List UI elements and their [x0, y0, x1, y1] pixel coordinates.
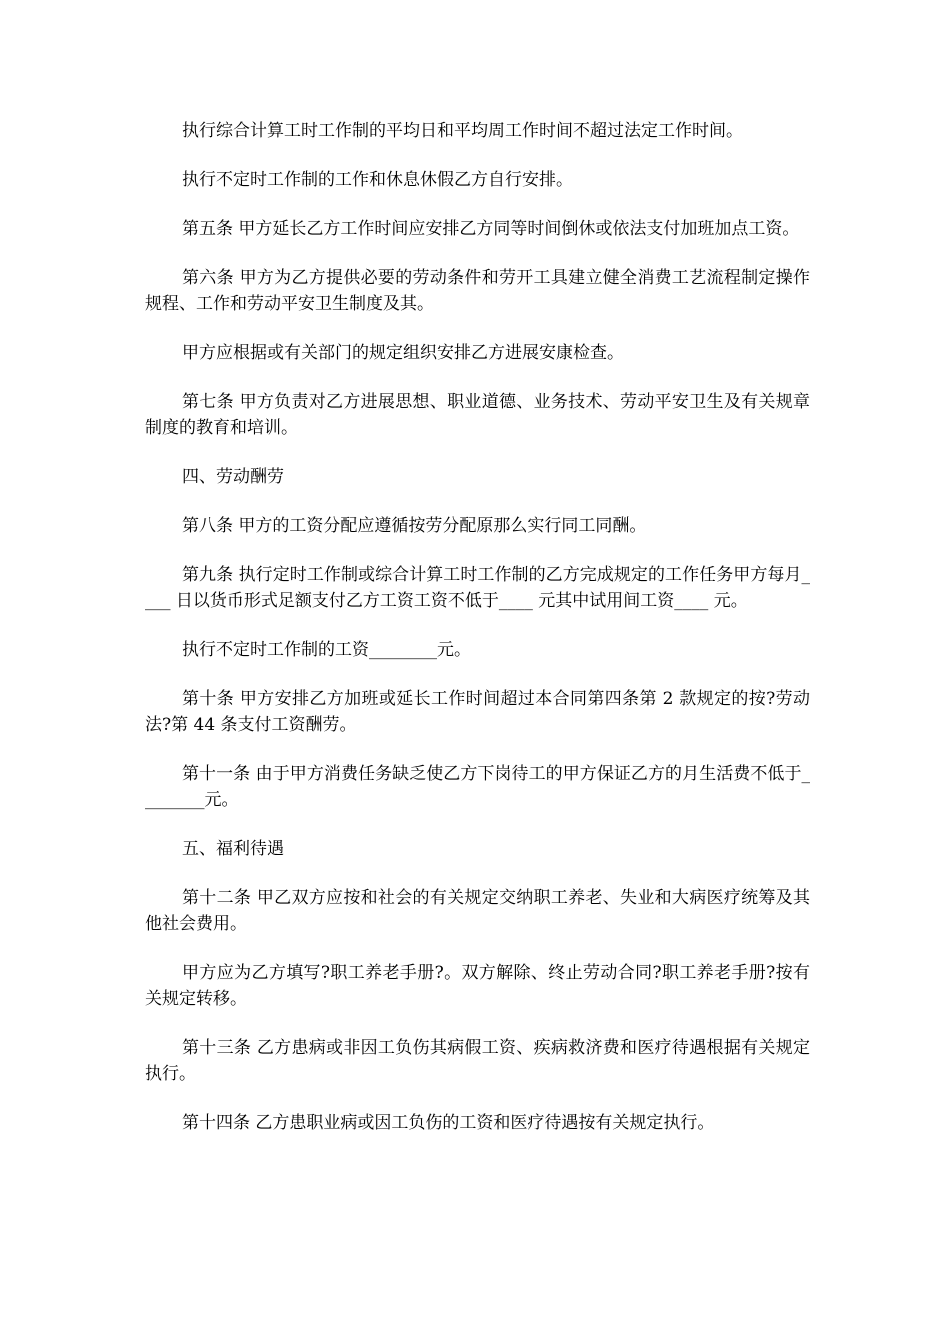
- paragraph-article-14: 第十四条 乙方患职业病或因工负伤的工资和医疗待遇按有关规定执行。: [182, 1113, 715, 1133]
- document-page: [145, 118, 810, 1159]
- paragraph-article-13: 第十三条 乙方患病或非因工负伤其病假工资、疾病救济费和医疗待遇根据有关规定执行。: [145, 1038, 810, 1084]
- paragraph-article-11: 第十一条 由于甲方消费任务缺乏使乙方下岗待工的甲方保证乙方的月生活费不低于________元。: [145, 764, 810, 810]
- paragraph-comprehensive-hours: 执行综合计算工时工作制的平均日和平均周工作时间不超过法定工作时间。: [182, 121, 743, 141]
- paragraph-article-8: 第八条 甲方的工资分配应遵循按劳分配原那么实行同工同酬。: [182, 516, 647, 536]
- paragraph-article-6: 第六条 甲方为乙方提供必要的劳动条件和劳开工具建立健全消费工艺流程制定操作规程、工作和劳动平安卫生制度及其。: [145, 268, 810, 314]
- paragraph-pension-book: 甲方应为乙方填写?职工养老手册?。双方解除、终止劳动合同?职工养老手册?按有关规定转移。: [145, 963, 810, 1009]
- paragraph-article-9: 第九条 执行定时工作制或综合计算工时工作制的乙方完成规定的工作任务甲方每月____ 日以货币形式足额支付乙方工资工资不低于____ 元其中试用间工资____ 元。: [145, 565, 810, 611]
- paragraph-article-12: 第十二条 甲乙双方应按和社会的有关规定交纳职工养老、失业和大病医疗统筹及其他社会费用。: [145, 888, 810, 934]
- section-heading-welfare: 五、福利待遇: [182, 839, 284, 859]
- paragraph-article-10: 第十条 甲方安排乙方加班或延长工作时间超过本合同第四条第 2 款规定的按?劳动法?第 44 条支付工资酬劳。: [145, 689, 810, 735]
- paragraph-flexible-hours: 执行不定时工作制的工作和休息休假乙方自行安排。: [182, 170, 573, 190]
- paragraph-health-check: 甲方应根据或有关部门的规定组织安排乙方进展安康检查。: [182, 343, 624, 363]
- section-heading-remuneration: 四、劳动酬劳: [182, 467, 284, 487]
- paragraph-article-5: 第五条 甲方延长乙方工作时间应安排乙方同等时间倒休或依法支付加班加点工资。: [182, 219, 800, 239]
- paragraph-flexible-wage: 执行不定时工作制的工资________元。: [182, 640, 471, 660]
- paragraph-article-7: 第七条 甲方负责对乙方进展思想、职业道德、业务技术、劳动平安卫生及有关规章制度的教育和培训。: [145, 392, 810, 438]
